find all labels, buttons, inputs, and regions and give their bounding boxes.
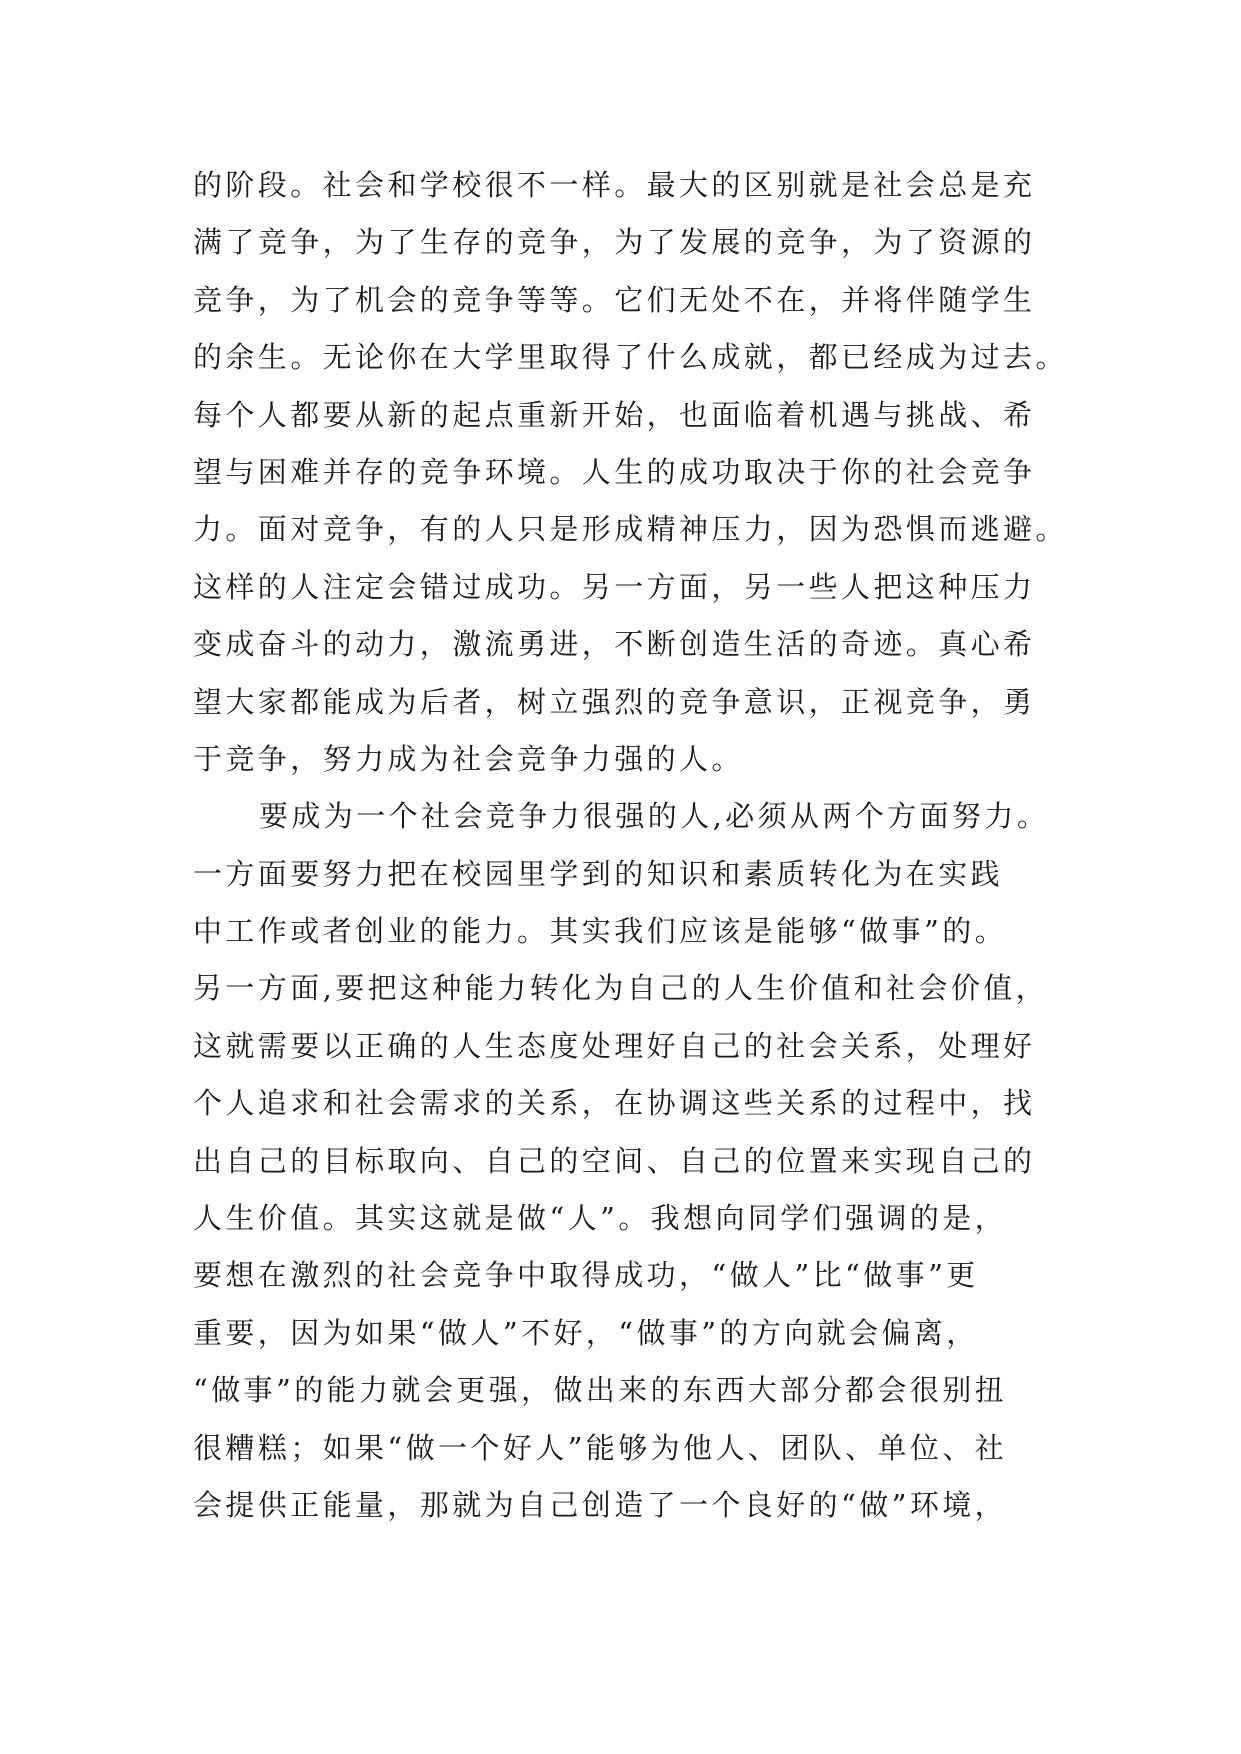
text-line: 一方面要努力把在校园里学到的知识和素质转化为在实践 — [193, 856, 1004, 891]
text-line: 人生价值。其实这就是做“人”。我想向同学们强调的是， — [193, 1201, 1008, 1236]
paragraph-start-line: 要成为一个社会竞争力很强的人,必须从两个方面努力。 — [259, 799, 1050, 834]
text-line: 个人追求和社会需求的关系，在协调这些关系的过程中，找 — [193, 1086, 1036, 1121]
text-line: 另一方面,要把这种能力转化为自己的人生价值和社会价值， — [193, 971, 1049, 1006]
text-line: 望大家都能成为后者，树立强烈的竞争意识，正视竞争，勇 — [193, 684, 1036, 719]
text-line: 很糟糕；如果“做一个好人”能够为他人、团队、单位、社 — [193, 1430, 1008, 1465]
text-line: 要想在激烈的社会竞争中取得成功，“做人”比“做事”更 — [193, 1258, 979, 1293]
text-line: “做事”的能力就会更强，做出来的东西大部分都会很别扭 — [193, 1373, 1008, 1408]
text-line: 望与困难并存的竞争环境。人生的成功取决于你的社会竞争 — [193, 454, 1036, 489]
text-line: 力。面对竞争，有的人只是形成精神压力，因为恐惧而逃避。 — [193, 512, 1068, 547]
text-line: 这样的人注定会错过成功。另一方面，另一些人把这种压力 — [193, 569, 1036, 604]
text-line: 满了竞争，为了生存的竞争，为了发展的竞争，为了资源的 — [193, 225, 1036, 260]
text-line: 的余生。无论你在大学里取得了什么成就，都已经成为过去。 — [193, 340, 1068, 375]
text-line: 的阶段。社会和学校很不一样。最大的区别就是社会总是充 — [193, 168, 1036, 202]
text-line: 这就需要以正确的人生态度处理好自己的社会关系，处理好 — [193, 1028, 1036, 1063]
text-line: 会提供正能量，那就为自己创造了一个良好的“做”环境， — [193, 1487, 1008, 1522]
body-text — [193, 157, 1073, 1534]
text-line: 变成奋斗的动力，激流勇进，不断创造生活的奇迹。真心希 — [193, 627, 1036, 662]
text-line: 重要，因为如果“做人”不好，“做事”的方向就会偏离， — [193, 1315, 979, 1350]
text-line: 竞争，为了机会的竞争等等。它们无处不在，并将伴随学生 — [193, 282, 1036, 317]
text-line: 每个人都要从新的起点重新开始，也面临着机遇与挑战、希 — [193, 397, 1036, 432]
text-line: 中工作或者创业的能力。其实我们应该是能够“做事”的。 — [193, 914, 1008, 949]
text-line: 出自己的目标取向、自己的空间、自己的位置来实现自己的 — [193, 1143, 1036, 1178]
text-line: 于竞争，努力成为社会竞争力强的人。 — [193, 741, 744, 776]
